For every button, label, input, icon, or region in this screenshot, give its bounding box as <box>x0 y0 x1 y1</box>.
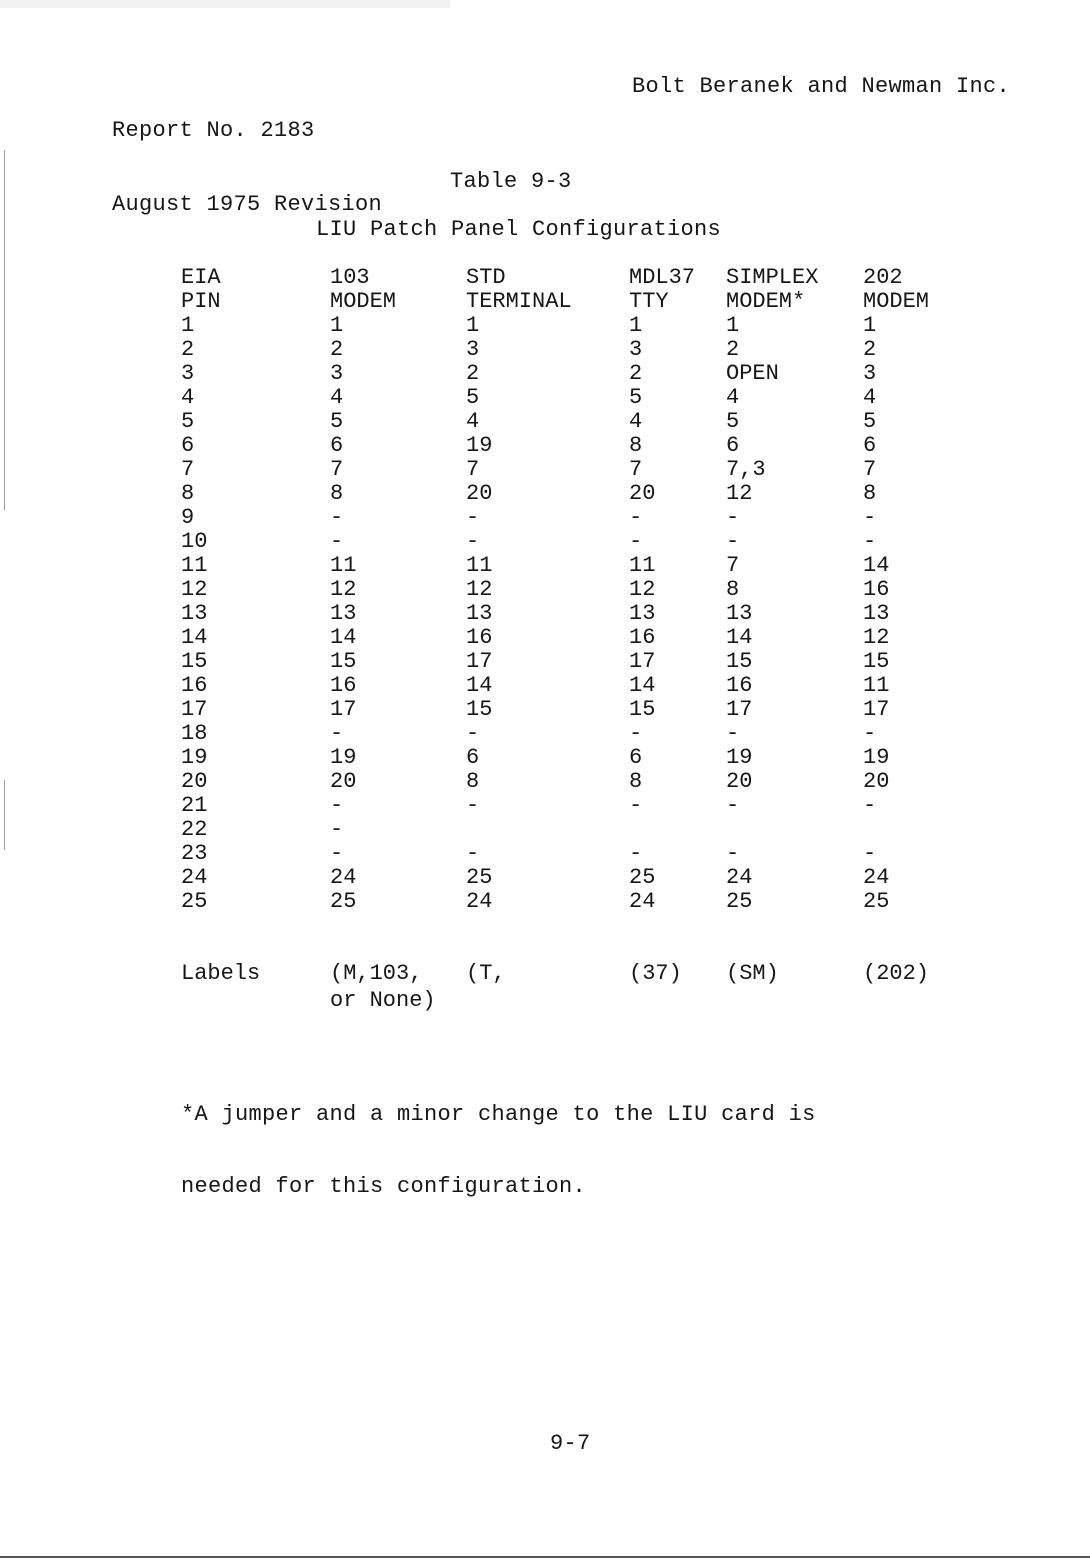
table-cell: 13 <box>466 601 493 626</box>
table-cell: - <box>629 529 643 554</box>
scan-margin-line <box>4 150 5 510</box>
column-label <box>330 960 436 1014</box>
table-cell: 7,3 <box>726 457 766 482</box>
column-label-line: (202) <box>863 961 930 986</box>
table-cell: 8 <box>863 481 877 506</box>
column-label <box>629 960 682 1014</box>
table-cell: 11 <box>629 553 656 578</box>
table-cell: 6 <box>863 433 877 458</box>
column-header: MDL37 <box>629 265 696 290</box>
column-header: PIN <box>181 289 221 314</box>
page-number: 9-7 <box>550 1431 591 1456</box>
table-cell: 6 <box>629 745 643 770</box>
table-cell: 25 <box>330 889 357 914</box>
company-name: Bolt Beranek and Newman Inc. <box>631 74 1010 99</box>
table-cell: 16 <box>863 577 890 602</box>
table-cell: 17 <box>330 697 357 722</box>
table-cell: - <box>330 841 344 866</box>
table-cell: 8 <box>629 433 643 458</box>
table-cell: 11 <box>330 553 357 578</box>
table-cell: 1 <box>466 313 480 338</box>
table-cell: 2 <box>330 337 344 362</box>
table-cell: 1 <box>863 313 877 338</box>
table-cell: - <box>863 505 877 530</box>
table-cell: - <box>629 841 643 866</box>
table-cell: 15 <box>466 697 493 722</box>
report-number: Report No. 2183 <box>112 118 315 143</box>
table-cell: 22 <box>181 817 208 842</box>
table-cell: - <box>466 721 480 746</box>
table-cell: 8 <box>330 481 344 506</box>
table-cell: 19 <box>863 745 890 770</box>
column-label-line <box>629 987 682 1014</box>
table-cell: 13 <box>181 601 208 626</box>
scan-margin-line <box>4 780 5 850</box>
table-cell: 24 <box>330 865 357 890</box>
table-cell: 24 <box>726 865 753 890</box>
table-cell: - <box>629 505 643 530</box>
table-cell: 7 <box>629 457 643 482</box>
table-cell: 8 <box>466 769 480 794</box>
table-column <box>629 266 695 914</box>
table-cell: 2 <box>726 337 740 362</box>
table-cell <box>863 818 929 842</box>
table-cell: 25 <box>726 889 753 914</box>
table-cell: 11 <box>466 553 493 578</box>
table-cell: 14 <box>629 673 656 698</box>
table-cell: 12 <box>466 577 493 602</box>
column-label-line <box>181 987 260 1014</box>
table-cell: 16 <box>330 673 357 698</box>
table-cell: 19 <box>726 745 753 770</box>
table-cell: 16 <box>726 673 753 698</box>
table-cell: - <box>330 721 344 746</box>
table-cell: 17 <box>629 649 656 674</box>
table-cell: 15 <box>726 649 753 674</box>
table-cell: 12 <box>863 625 890 650</box>
table-cell: 7 <box>726 553 740 578</box>
table-cell: 19 <box>181 745 208 770</box>
table-cell: 6 <box>330 433 344 458</box>
table-cell: 6 <box>181 433 195 458</box>
table-cell: 14 <box>466 673 493 698</box>
table-cell: - <box>466 841 480 866</box>
table-cell: 14 <box>330 625 357 650</box>
table-cell: 7 <box>863 457 877 482</box>
table-cell: 8 <box>629 769 643 794</box>
table-cell: 16 <box>181 673 208 698</box>
report-revision: August 1975 Revision <box>112 192 383 217</box>
table-cell: 15 <box>181 649 208 674</box>
table-cell: 11 <box>863 673 890 698</box>
column-label <box>726 960 779 1014</box>
table-cell: 4 <box>726 385 740 410</box>
table-cell: 20 <box>629 481 656 506</box>
table-cell: 25 <box>863 889 890 914</box>
table-cell <box>629 818 695 842</box>
table-cell: 3 <box>629 337 643 362</box>
table-cell: 7 <box>466 457 480 482</box>
table-cell: - <box>330 793 344 818</box>
column-label-line <box>726 987 779 1014</box>
table-number: Table 9-3 <box>450 169 572 194</box>
table-cell: 20 <box>863 769 890 794</box>
table-cell: 3 <box>330 361 344 386</box>
table-cell: 24 <box>466 889 493 914</box>
table-cell: - <box>726 841 740 866</box>
table-cell: 19 <box>330 745 357 770</box>
table-cell: 24 <box>181 865 208 890</box>
table-cell: 13 <box>863 601 890 626</box>
table-cell: 16 <box>629 625 656 650</box>
table-cell: 2 <box>863 337 877 362</box>
table-cell: - <box>629 793 643 818</box>
table-cell: 17 <box>181 697 208 722</box>
table-cell: 4 <box>330 385 344 410</box>
table-cell: 8 <box>181 481 195 506</box>
table-cell: 10 <box>181 529 208 554</box>
table-cell: - <box>629 721 643 746</box>
table-cell: 25 <box>629 865 656 890</box>
table-cell: 25 <box>181 889 208 914</box>
table-cell: - <box>726 793 740 818</box>
table-cell: 24 <box>629 889 656 914</box>
table-cell: 14 <box>863 553 890 578</box>
table-cell: 3 <box>181 361 195 386</box>
bottom-rule <box>0 1556 1090 1558</box>
column-label-line: (37) <box>629 961 682 986</box>
table-cell: 20 <box>466 481 493 506</box>
table-cell: 6 <box>466 745 480 770</box>
table-cell: 13 <box>629 601 656 626</box>
column-header: MODEM* <box>726 289 806 314</box>
table-cell: 12 <box>181 577 208 602</box>
column-label <box>466 960 506 1014</box>
scan-edge <box>0 0 450 8</box>
column-label-line: (M,103, <box>330 961 423 986</box>
column-label-line: Labels <box>181 961 261 986</box>
table-cell: 17 <box>863 697 890 722</box>
table-cell: 7 <box>181 457 195 482</box>
table-cell: 15 <box>629 697 656 722</box>
footnote <box>181 1055 816 1247</box>
table-column <box>726 266 818 914</box>
table-cell: OPEN <box>726 361 779 386</box>
table-cell: - <box>466 505 480 530</box>
table-cell: 18 <box>181 721 208 746</box>
footnote-line: needed for this configuration. <box>181 1174 587 1199</box>
table-cell: 12 <box>726 481 753 506</box>
table-cell: 1 <box>181 313 195 338</box>
table-cell: - <box>863 793 877 818</box>
table-cell: 15 <box>330 649 357 674</box>
column-label-line <box>863 987 929 1014</box>
table-cell: 20 <box>726 769 753 794</box>
table-cell: 2 <box>629 361 643 386</box>
table-cell: - <box>330 505 344 530</box>
table-cell: 19 <box>466 433 493 458</box>
table-cell <box>466 818 572 842</box>
table-cell: 17 <box>466 649 493 674</box>
column-header: STD <box>466 265 506 290</box>
table-cell: - <box>726 721 740 746</box>
column-header: TERMINAL <box>466 289 572 314</box>
column-header: SIMPLEX <box>726 265 819 290</box>
table-cell: 5 <box>726 409 740 434</box>
column-header: MODEM <box>863 289 930 314</box>
table-cell: 13 <box>726 601 753 626</box>
table-cell: 15 <box>863 649 890 674</box>
table-cell: 14 <box>726 625 753 650</box>
table-cell: 21 <box>181 793 208 818</box>
table-cell: 17 <box>726 697 753 722</box>
table-cell: 4 <box>181 385 195 410</box>
table-cell: 2 <box>181 337 195 362</box>
table-cell: - <box>466 793 480 818</box>
table-cell: 16 <box>466 625 493 650</box>
column-header: 202 <box>863 265 903 290</box>
table-cell: 20 <box>181 769 208 794</box>
table-cell: - <box>863 721 877 746</box>
table-cell: - <box>330 817 344 842</box>
table-cell: - <box>330 529 344 554</box>
table-cell: - <box>863 529 877 554</box>
table-cell: 20 <box>330 769 357 794</box>
column-label-line: (SM) <box>726 961 779 986</box>
table-cell: - <box>863 841 877 866</box>
column-header: EIA <box>181 265 221 290</box>
table-cell: 4 <box>863 385 877 410</box>
table-column <box>330 266 396 914</box>
column-label-line: or None) <box>330 988 436 1013</box>
table-cell: 12 <box>629 577 656 602</box>
table-cell: 24 <box>863 865 890 890</box>
table-cell: 11 <box>181 553 208 578</box>
table-cell: 2 <box>466 361 480 386</box>
table-cell: 3 <box>466 337 480 362</box>
table-cell: 1 <box>330 313 344 338</box>
column-label-line <box>466 987 506 1014</box>
table-cell: 4 <box>466 409 480 434</box>
table-cell: 23 <box>181 841 208 866</box>
table-cell: - <box>466 529 480 554</box>
table-title: LIU Patch Panel Configurations <box>316 217 722 242</box>
table-cell: 25 <box>466 865 493 890</box>
table-cell: 3 <box>863 361 877 386</box>
table-cell: 5 <box>181 409 195 434</box>
column-label <box>863 960 929 1014</box>
table-cell: 1 <box>629 313 643 338</box>
column-label-line: (T, <box>466 961 506 986</box>
table-cell: - <box>726 529 740 554</box>
table-column <box>863 266 929 914</box>
table-column <box>466 266 572 914</box>
table-cell: 7 <box>330 457 344 482</box>
table-cell: 5 <box>629 385 643 410</box>
table-cell: 1 <box>726 313 740 338</box>
table-cell: 8 <box>726 577 740 602</box>
column-header: MODEM <box>330 289 397 314</box>
table-cell: 6 <box>726 433 740 458</box>
table-cell: 4 <box>629 409 643 434</box>
column-label <box>181 960 260 1014</box>
table-cell: 5 <box>466 385 480 410</box>
column-header: TTY <box>629 289 669 314</box>
footnote-line: *A jumper and a minor change to the LIU card is <box>181 1102 816 1127</box>
table-cell: 5 <box>330 409 344 434</box>
table-cell: 12 <box>330 577 357 602</box>
table-cell <box>726 818 818 842</box>
column-header: 103 <box>330 265 370 290</box>
table-column <box>181 266 221 914</box>
table-cell: 13 <box>330 601 357 626</box>
table-cell: 5 <box>863 409 877 434</box>
table-cell: - <box>726 505 740 530</box>
table-cell: 9 <box>181 505 195 530</box>
table-cell: 14 <box>181 625 208 650</box>
